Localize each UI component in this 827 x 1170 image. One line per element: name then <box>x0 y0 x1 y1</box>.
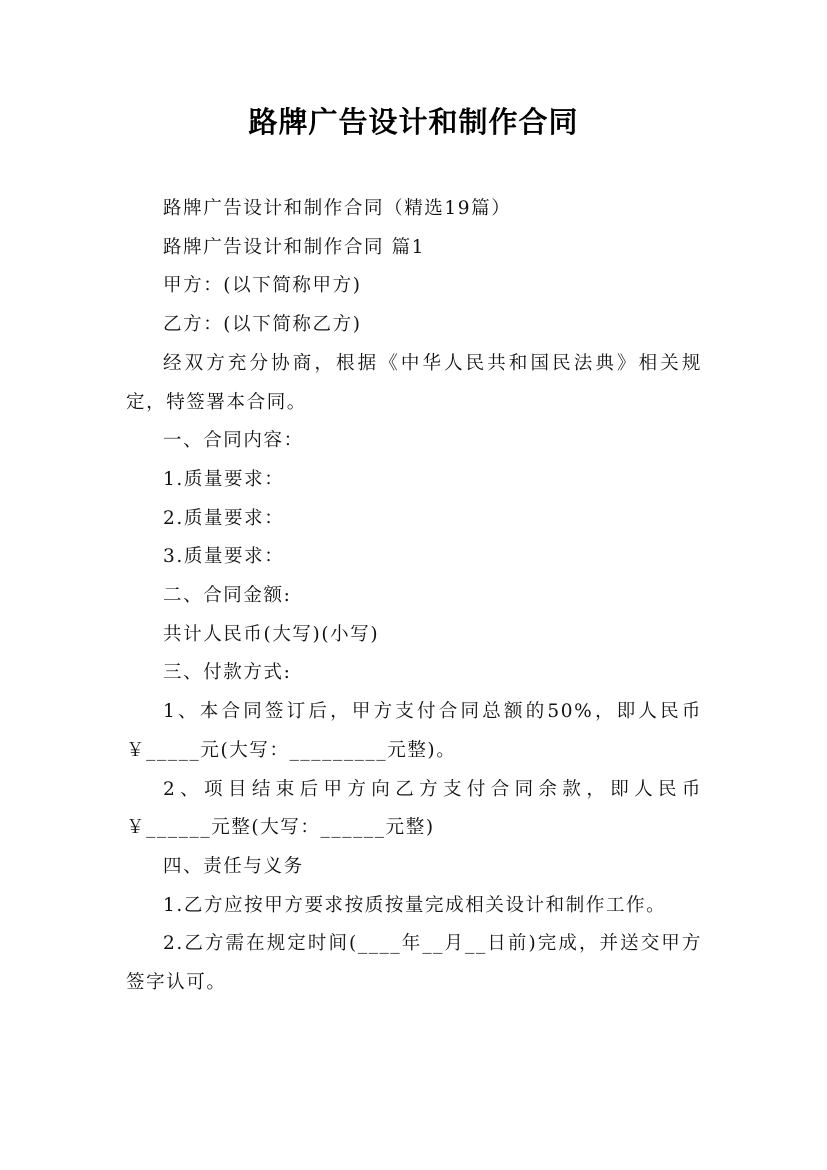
document-title: 路牌广告设计和制作合同 <box>248 105 579 139</box>
document-body <box>126 190 702 1003</box>
paragraph-party-a: 甲方：(以下简称甲方) <box>163 275 362 297</box>
paragraph-preamble: 经双方充分协商，根据《中华人民共和国民法典》相关规定，特签署本合同。 <box>126 352 702 413</box>
paragraph-section-3-heading: 三、付款方式: <box>163 662 292 684</box>
paragraph-total-amount: 共计人民币(大写)(小写) <box>163 623 380 645</box>
paragraph-quality-1: 1.质量要求： <box>163 468 285 490</box>
paragraph-duty-2: 2.乙方需在规定时间(____年__月__日前)完成，并送交甲方签字认可。 <box>126 933 702 994</box>
paragraph-section-1-heading: 一、合同内容： <box>163 430 304 452</box>
paragraph-party-b: 乙方：(以下简称乙方) <box>163 314 362 336</box>
paragraph-quality-3: 3.质量要求： <box>163 546 285 568</box>
paragraph-quality-2: 2.质量要求： <box>163 507 285 529</box>
paragraph-payment-1: 1、本合同签订后，甲方支付合同总额的50%，即人民币￥_____元(大写：_________元整)。 <box>126 701 702 761</box>
paragraph-article-heading: 路牌广告设计和制作合同 篇1 <box>163 236 426 258</box>
paragraph-duty-1: 1.乙方应按甲方要求按质按量完成相关设计和制作工作。 <box>163 894 667 916</box>
paragraph-section-2-heading: 二、合同金额: <box>163 585 292 607</box>
paragraph-section-4-heading: 四、责任与义务 <box>163 855 304 877</box>
paragraph-collection-heading: 路牌广告设计和制作合同（精选19篇） <box>163 198 512 219</box>
paragraph-payment-2: 2、项目结束后甲方向乙方支付合同余款，即人民币￥______元整(大写：______元整) <box>126 778 702 839</box>
